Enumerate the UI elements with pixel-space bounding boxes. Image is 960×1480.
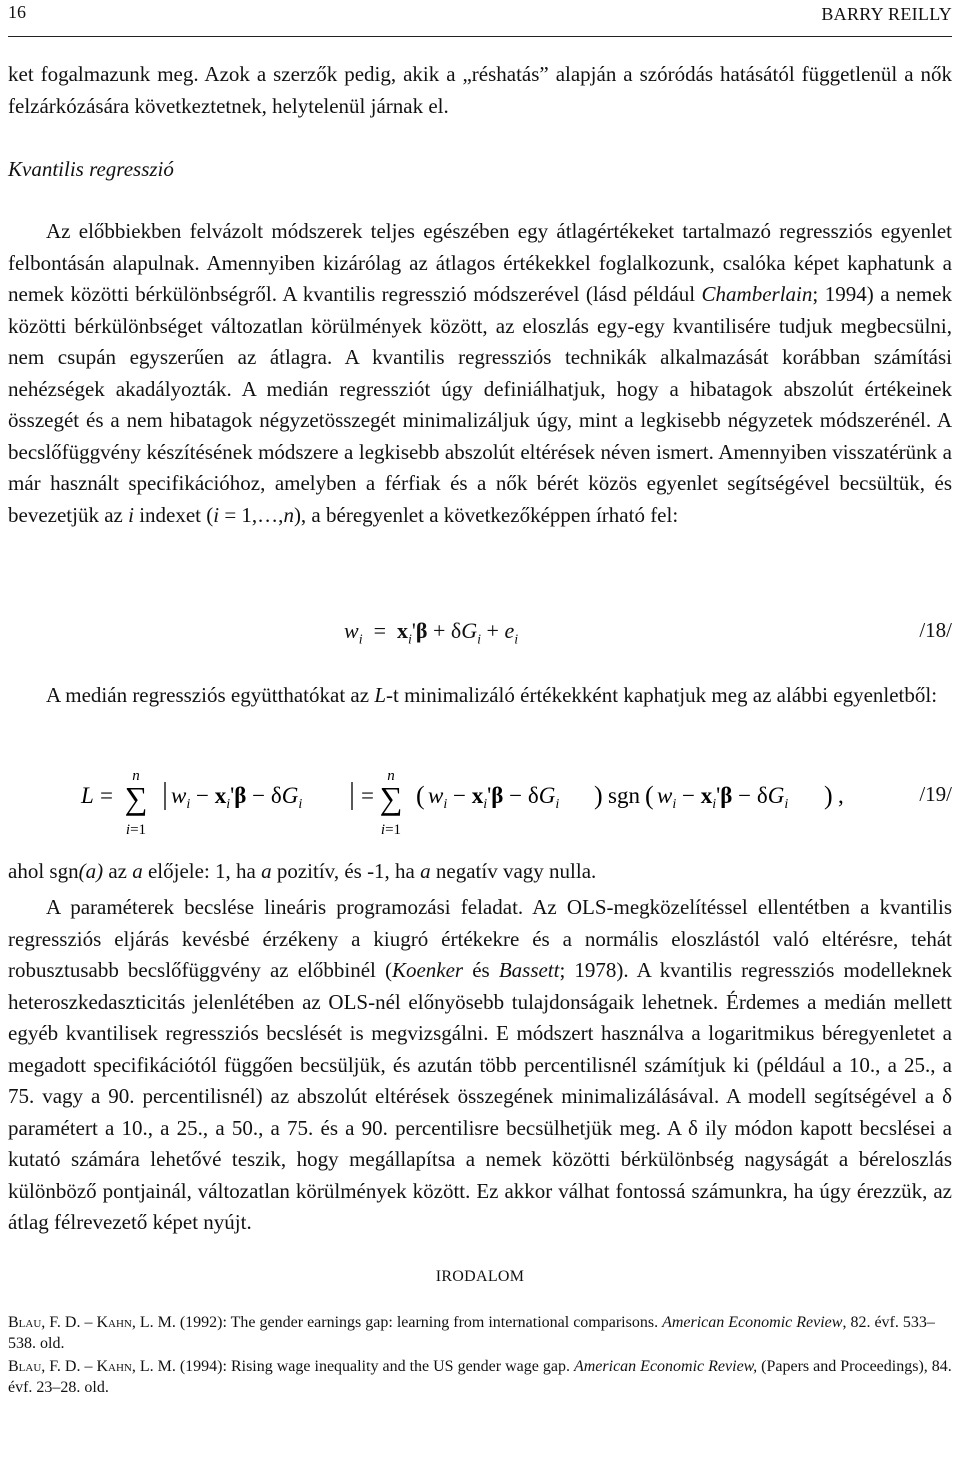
svg-text:L: L — [81, 783, 94, 808]
equation-19-number: /19/ — [919, 782, 952, 806]
svg-text:n: n — [387, 768, 395, 784]
svg-text:wi − xi'β − δGi: $w_i - x_i'\beta - \delta G_i$ — [428, 783, 560, 812]
equation-18-body: $w_i = x_i'\beta + \delta G_i + e_i$ — [344, 618, 519, 648]
svg-text:(: ( — [416, 781, 425, 810]
svg-text:,: , — [838, 783, 844, 808]
svg-text:wi − xi'β − δGi: $w_i - x_i'\beta - \delta G_i$ — [171, 783, 303, 812]
paragraph-median-regression: A medián regressziós együtthatókat az L-t minimalizáló értékekként kaphatjuk meg az alábbi egyenletből: — [46, 683, 938, 707]
svg-text:i=1: i=1 — [380, 822, 402, 838]
citation: Bassett — [498, 958, 560, 982]
paragraph-intro: ket fogalmazunk meg. Azok a szerzők pedig, akik a „réshatás” alapján a szóródás hatásától függetlenül a nők felzárkózására következtetnek, helytelenül járnak el. — [8, 62, 952, 118]
equation-18 — [344, 618, 952, 658]
running-head-author: BARRY REILLY — [821, 4, 952, 24]
svg-text:∑: ∑ — [379, 780, 403, 816]
svg-text:wi − xi'β − δGi: $w_i - x_i'\beta - \delta G_i$ — [657, 783, 789, 812]
svg-text:): ) — [824, 781, 833, 810]
references-heading: IRODALOM — [435, 1268, 525, 1285]
page-header — [8, 0, 952, 37]
svg-text:(: ( — [645, 781, 654, 810]
equation-19 — [8, 760, 952, 840]
page-number: 16 — [8, 2, 26, 22]
svg-text:sgn: sgn — [608, 783, 640, 808]
svg-text:): ) — [594, 781, 603, 810]
section-title: Kvantilis regresszió — [8, 157, 174, 181]
reference-entry: Blau, F. D. – Kahn, L. M. (1994): Rising wage inequality and the US gender wage gap. American Economic Review, (Papers and Proceedings), 84. évf. 23–28. old. — [8, 1358, 952, 1396]
svg-text:i=1: i=1 — [125, 822, 147, 838]
svg-text:n: n — [132, 768, 140, 784]
paragraph-parameter-estimation: A paraméterek becslése lineáris programozási feladat. Az OLS-megközelítéssel ellentétben a kvantilis regressziós eljárás kevésbé érzékeny a kiugró értékekre és a normális eloszlástól való eltérésre, tehát robusztusabb becslőfüggvény az előbbinél (Koenker és Bassett; 1978). A kvantilis regressziós modelleknek heteroszkedaszticitás jelenlétében az OLS-nél előnyösebb tulajdonságaik lehetnek. Érdemes a medián mellett egyéb kvantilisek regressziós becslését is megvizsgálni. E módszert használva a logaritmikus béregyenletet a megadott specifikációtól függően becsüljük, és azután több percentilisnél számítjuk ki (például a 10., a 25., a 75. vagy a 90. percentilisnél) az abszolút eltérések összegének minimalizálásával. A modell segítségével a δ paramétert a 10., a 25., a 50., a 75. és a 90. percentilisre becsülhetjük meg. A δ ily módon kapott becslései a kutató számára lehetővé teszik, hogy megállapítsa a nemek közötti bérkülönbség nagyságát a béreloszlás különböző pontjainál, változatlan körülmények között. Ez akkor válhat fontossá számunkra, ha úgy érezzük, az átlag félrevezető képet nyújt. — [8, 895, 952, 1234]
citation: Chamberlain — [701, 282, 813, 306]
paragraph-quantile-regression: Az előbbiekben felvázolt módszerek teljes egészében egy átlagértékeket tartalmazó regressziós egyenlet felbontásán alapulnak. Amennyiben kizárólag az átlagos értékekkel foglalkozunk, csalóka képet kaphatunk a nemek közötti bérkülönbségről. A kvantilis regresszió módszerével (lásd például Chamberlain; 1994) a nemek közötti bérkülönbséget változatlan körülmények között, az eloszlás egy-egy kvantilisére tudjuk megbecsülni, nem csupán egyszerűen az átlagra. A kvantilis regressziós technikák alkalmazását korábban számítási nehézségek akadályozták. A medián regressziót úgy definiálhatjuk, hogy a hibatagok abszolút értékeinek összegét és a nem hibatagok négyzetösszegét minimalizáljuk úgy, mint a legkisebb négyzetek módszerénél. A becslőfüggvény készítésének módszere a legkisebb abszolút eltérések néven ismert. Amennyiben visszatérünk a már használt specifikációhoz, amelyben a férfiak és a nők bérét közös egyenlet segítségével becsültük, és bevezetjük az i indexet (i = 1,…,n), a béregyenlet a következőképpen írható fel: — [8, 219, 953, 527]
paragraph-sgn-definition: ahol sgn(a) az a előjele: 1, ha a pozitív, és -1, ha a negatív vagy nulla. — [8, 859, 597, 883]
svg-text:=: = — [361, 783, 374, 808]
equation-19-body — [8, 760, 868, 840]
reference-entry: Blau, F. D. – Kahn, L. M. (1992): The gender earnings gap: learning from international comparisons. American Economic Review, 82. évf. 533–538. old. — [8, 1314, 935, 1352]
equation-18-number: /18/ — [919, 618, 952, 642]
svg-text:=: = — [100, 783, 113, 808]
svg-text:∑: ∑ — [124, 780, 148, 816]
citation: Koenker — [391, 958, 464, 982]
